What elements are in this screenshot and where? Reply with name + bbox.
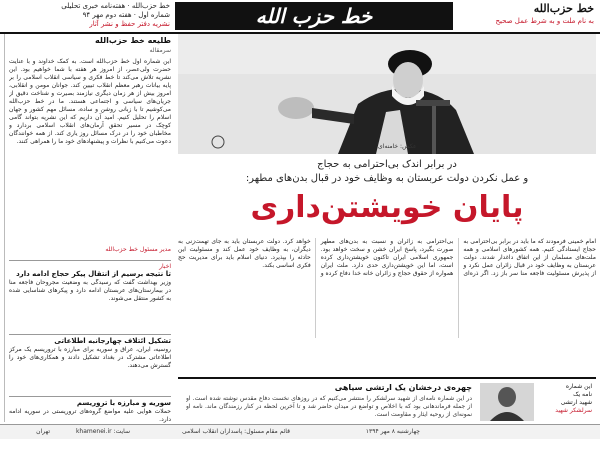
kicker-line-1: در برابر اندک بی‌احترامی به حجاج [317, 159, 457, 170]
feature-title: چهره‌ی درخشان یک ارتشی سیاهی [334, 383, 472, 392]
sidebar-heading: طلیعه خط حزب‌الله [95, 36, 171, 45]
editorial-author: مدیر مسئول خط حزب‌الله [105, 246, 171, 253]
news-title: تا نتیجه برسیم از انتقال پیکر حجاج ادامه دارد [16, 270, 171, 278]
meta-tag: نشریه دفتر حفظ و نشر آثار [89, 20, 170, 28]
footer-publisher: قائم مقام مسئول: پاسداران انقلاب اسلامی [182, 428, 290, 435]
sidebar-subheading: سرمقاله [149, 47, 171, 54]
footer-site[interactable]: سایت: khamenei.ir [75, 428, 130, 435]
left-sidebar [4, 34, 175, 422]
main-headline: پایان خویشتن‌داری [250, 190, 524, 225]
speaker-illustration [178, 34, 596, 154]
news-body: حملات هوایی علیه مواضع گروه‌های تروریستی در سوریه ادامه دارد. [9, 408, 171, 423]
nameplate: خط حزب الله [175, 2, 453, 30]
footer-date: چهارشنبه ۸ مهر ۱۳۹۴ [365, 428, 420, 435]
meta-line-2: شماره اول · هفته دوم مهر ۹۴ [82, 11, 170, 19]
news-label: اخبار [159, 263, 171, 270]
publisher-logo [494, 2, 594, 28]
main-article-body: امام خمینی فرمودند که ما باید در برابر بی‌احترامی به حجاج ایستادگی کنیم. همه کشورهای اسلامی و همه ملت‌های مسلمان از این اتفاق داغدار شدند. دولت عربستان به وظایف خود در قبال زائران عمل نکرد و از پذیرش مسئولیت فاجعه منا سر باز زد. اگر ذره‌ای بی‌احترامی به زائران و نسبت به بدن‌های مطهر صورت بگیرد، پاسخ ایران خشن و سخت خواهد بود. جمهوری اسلامی ایران تاکنون خویشتن‌داری کرده است، اما این خویشتن‌داری حدی دارد. ملت ایران همواره از حقوق حجاج و زائران خانه خدا دفاع کرده و خواهد کرد. دولت عربستان باید به جای تهمت‌زنی به دیگران، به وظایف خود عمل کند و مسئولیت این حادثه را بپذیرد. دنیای اسلام باید برای مدیریت حج فکری اساسی بکند. [178, 238, 596, 277]
hero-photo [178, 34, 596, 154]
feature-side-note [536, 383, 592, 415]
logo-line-2: به نام ملت و به شرط عمل صحیح [495, 17, 594, 25]
side-red-line: سرلشکر شهید [555, 407, 592, 414]
news-title: سوریه و مبارزه با تروریسم [76, 399, 171, 407]
news-body: وزیر بهداشت گفت که رسیدگی به وضعیت مجروحان فاجعه منا در بیمارستان‌های عربستان ادامه دارد و پیکرهای شناسایی شده به کشور منتقل می‌شوند. [9, 279, 171, 302]
news-item [9, 260, 171, 329]
feature-box [178, 377, 596, 423]
meta-line-1: خط حزب‌الله · هفته‌نامه خبری تحلیلی [61, 2, 170, 10]
feature-portrait [480, 383, 534, 421]
portrait-illustration [480, 383, 534, 421]
editorial-body: این شماره اول خط حزب‌الله است. به کمک خداوند و با عنایت حضرت ولی‌عصر، از امروز هر هفته با شما خواهیم بود. این نشریه تلاش می‌کند تا خط فکری و سیاسی انقلاب اسلامی را بر پایه بیانات رهبر معظم انقلاب تبیین کند. جوانان مومن و انقلابی، امروز بیش از هر زمان دیگری نیازمند بصیرت و شناخت دقیق از جریان‌های سیاسی و اجتماعی هستند. ما در خط حزب‌الله می‌کوشیم تا با زبانی روشن و ساده، مسائل مهم کشور و جهان اسلام را تحلیل کنیم. امید آن داریم که این نشریه بتواند گامی کوچک در مسیر تحقق آرمان‌های انقلاب اسلامی بردارد و مخاطبان خود را در درک مسائل روز یاری کند. از همه خوانندگان دعوت می‌کنیم با نظرات و پیشنهادهای خود ما را همراهی کنند. [9, 58, 171, 145]
kicker-line-2: و عمل نکردن دولت عربستان به وظایف خود در قبال بدن‌های مطهر: [245, 173, 529, 184]
news-item [9, 334, 171, 393]
footer-city: تهران [36, 428, 50, 435]
side-line-3: شهید ارتشی [560, 399, 592, 406]
side-line-2: نامه یک [573, 391, 592, 398]
masthead [0, 0, 600, 34]
side-line-1: این شماره [565, 383, 592, 390]
news-title: تشکیل ائتلاف چهارجانبه اطلاعاتی [54, 337, 171, 345]
logo-line-1: خط حزب‌الله [533, 2, 594, 15]
photo-credit: عکس: خامنه‌ای [378, 143, 417, 150]
news-item [9, 396, 171, 429]
feature-body: در این شماره نامه‌ای از شهید سرلشکر را منتشر می‌کنیم که در روزهای نخست دفاع مقدس نوشته شده است. او از جمله فرماندهانی بود که با اخلاص و تواضع در میدان حاضر شد و تا آخرین لحظه در کنار رزمندگان ماند. نامه او نمونه‌ای از روحیه ایثار و مقاومت است. [186, 395, 472, 418]
news-body: روسیه، ایران، عراق و سوریه برای مبارزه با تروریسم یک مرکز اطلاعاتی مشترک در بغداد تشکیل دادند و همکاری‌های خود را گسترش می‌دهند. [9, 346, 171, 369]
issue-meta [6, 2, 170, 29]
